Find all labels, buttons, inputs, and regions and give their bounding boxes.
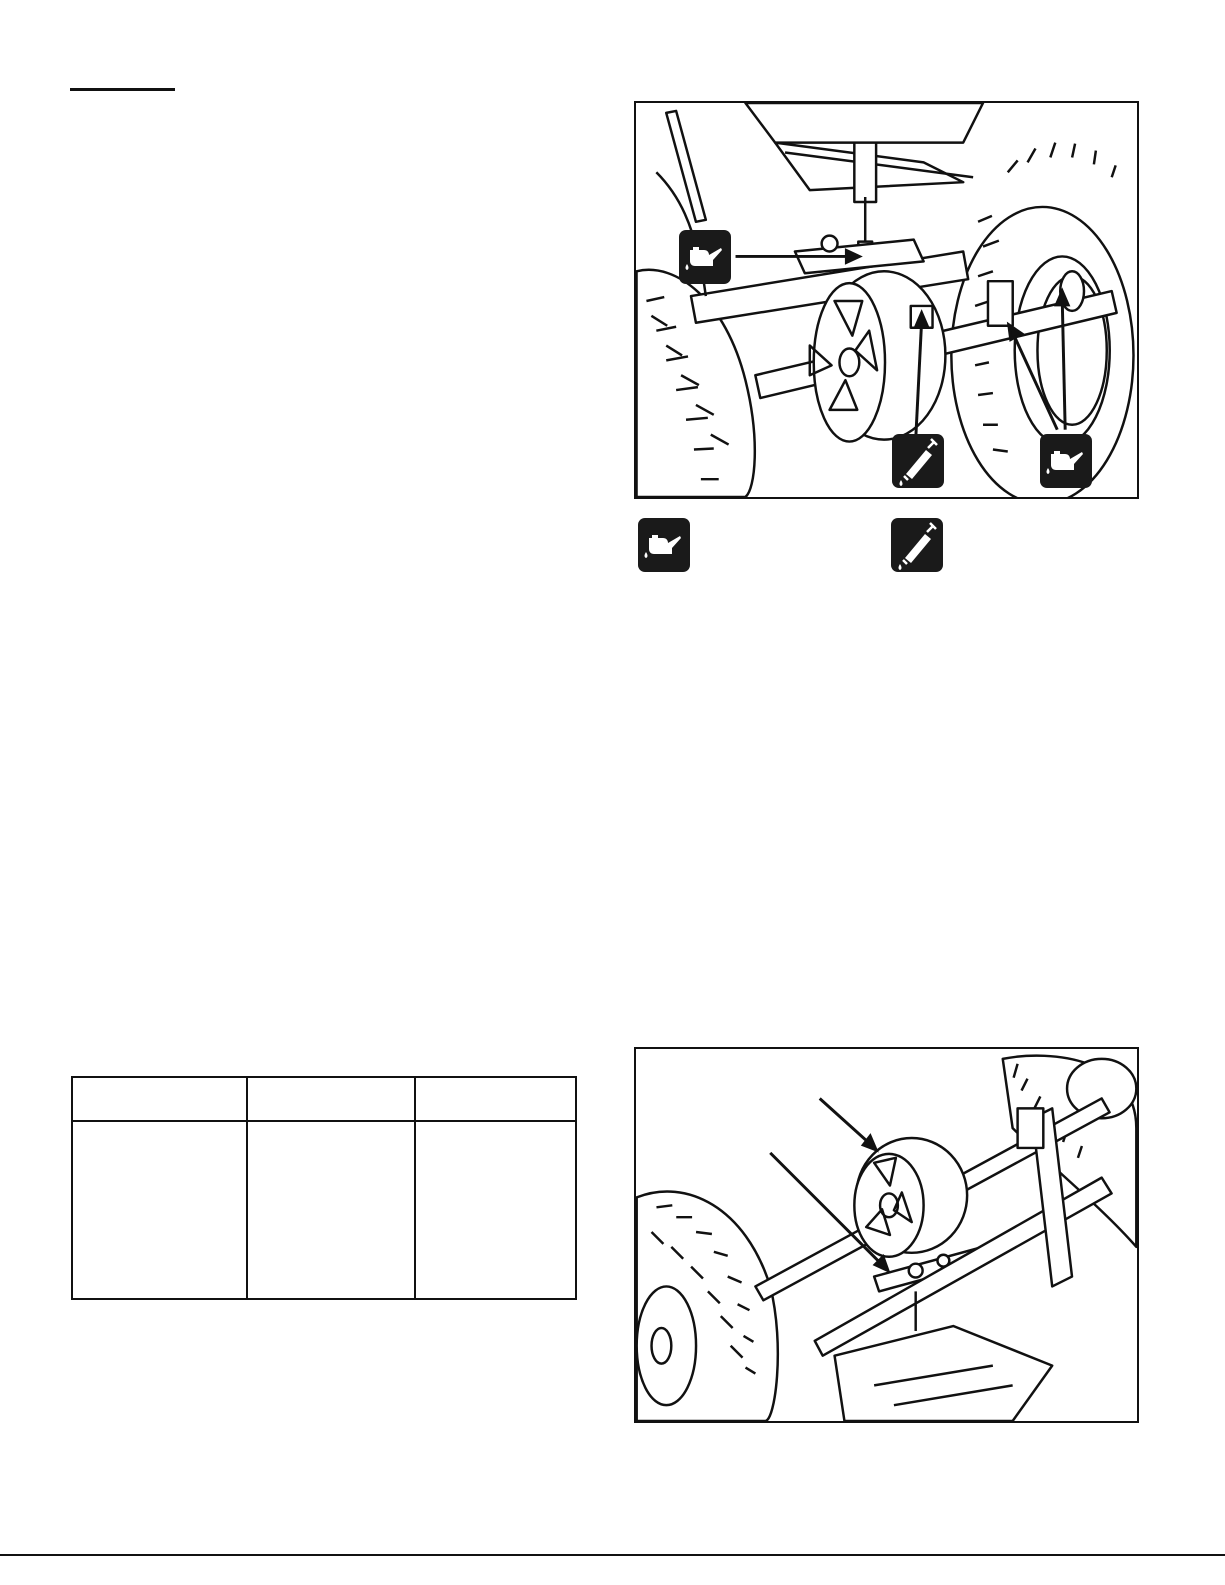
page-bottom-rule: [0, 1554, 1225, 1556]
oil-can-icon: [638, 518, 690, 572]
grease-gun-icon: [891, 518, 943, 572]
table-column-divider: [414, 1078, 416, 1298]
legend-oil-can: [638, 518, 690, 572]
lubrication-points-figure: [634, 101, 1139, 499]
section-heading-underline: [70, 88, 175, 91]
gearbox-underside-illustration: [636, 1049, 1137, 1421]
table-header-row: [73, 1078, 575, 1122]
oil-can-callout-wheel: [1040, 434, 1092, 488]
oil-can-icon: [679, 230, 731, 284]
grease-gun-callout: [892, 434, 944, 488]
oil-can-icon: [1040, 434, 1092, 488]
table-column-divider: [246, 1078, 248, 1298]
oil-can-callout-top: [679, 230, 731, 284]
grease-gun-icon: [892, 434, 944, 488]
legend-grease-gun: [891, 518, 943, 572]
gearbox-underside-figure: [634, 1047, 1139, 1423]
specification-table: [71, 1076, 577, 1300]
